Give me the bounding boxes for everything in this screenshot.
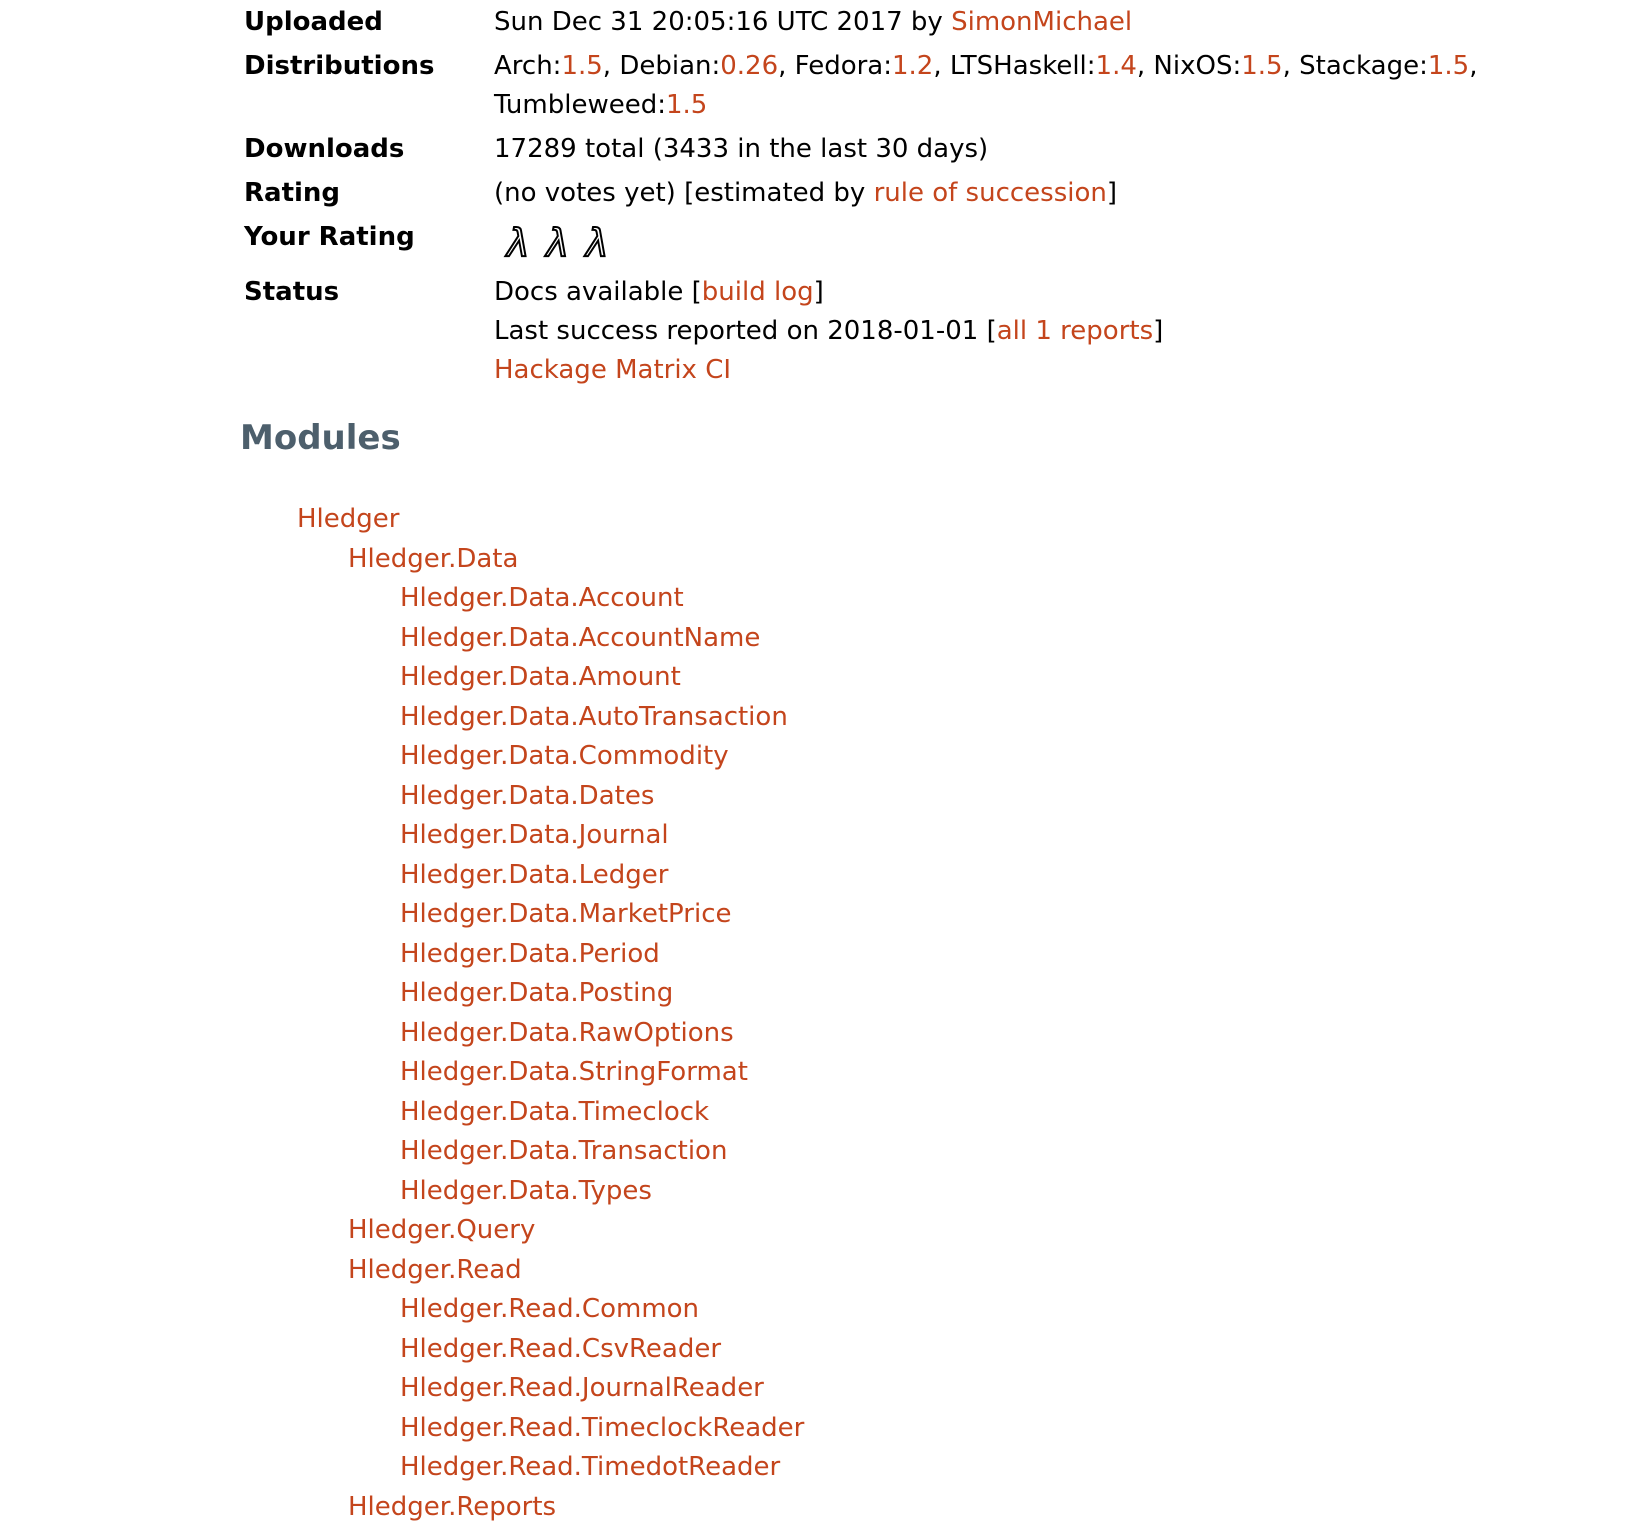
module-list-item <box>0 1014 1639 1054</box>
property-label-status: Status <box>244 273 494 312</box>
text-segment: ] <box>1107 178 1117 208</box>
text-segment: , <box>1469 51 1477 81</box>
text-segment: Last success reported on 2018-01-01 [ <box>494 316 997 346</box>
build-log-link[interactable]: build log <box>702 277 814 307</box>
module-list-item <box>0 619 1639 659</box>
modules-heading: Modules <box>240 418 1639 458</box>
property-label-rating: Rating <box>244 174 494 213</box>
value-line <box>494 86 1477 125</box>
text-segment: (no votes yet) [estimated by <box>494 178 874 208</box>
module-list-item <box>0 658 1639 698</box>
property-row-distributions <box>244 47 1639 125</box>
module-link[interactable]: Hledger.Data.MarketPrice <box>400 899 732 929</box>
module-link[interactable]: Hledger.Read.TimeclockReader <box>400 1413 804 1443</box>
rule-of-succession-link[interactable]: rule of succession <box>874 178 1107 208</box>
module-link[interactable]: Hledger.Data.Posting <box>400 978 673 1008</box>
module-list-item <box>0 1093 1639 1133</box>
value-line <box>494 351 1163 390</box>
property-value-your-rating <box>494 218 609 268</box>
module-link[interactable]: Hledger.Read.CsvReader <box>400 1334 721 1364</box>
property-value-status <box>494 273 1163 390</box>
property-value-rating <box>494 174 1117 213</box>
property-row-downloads <box>244 130 1639 169</box>
rating-lambda-icon[interactable]: λ <box>547 224 570 262</box>
text-segment: , Debian: <box>603 51 720 81</box>
module-link[interactable]: Hledger.Reports <box>348 1492 556 1522</box>
text-segment: Tumbleweed: <box>494 90 666 120</box>
module-list-item <box>0 737 1639 777</box>
module-link[interactable]: Hledger.Data <box>348 544 518 574</box>
distribution-stackage-version-link[interactable]: 1.5 <box>1428 51 1469 81</box>
distribution-debian-version-link[interactable]: 0.26 <box>720 51 778 81</box>
module-link[interactable]: Hledger.Read.TimedotReader <box>400 1452 780 1482</box>
distribution-fedora-version-link[interactable]: 1.2 <box>892 51 933 81</box>
property-value-distributions <box>494 47 1477 125</box>
property-value-downloads <box>494 130 988 169</box>
text-segment: 17289 total (3433 in the last 30 days) <box>494 134 988 164</box>
distribution-nixos-version-link[interactable]: 1.5 <box>1241 51 1282 81</box>
text-segment: , LTSHaskell: <box>933 51 1095 81</box>
text-segment: , Fedora: <box>778 51 892 81</box>
value-line <box>494 130 988 169</box>
module-list-item <box>0 1132 1639 1172</box>
module-link[interactable]: Hledger.Data.RawOptions <box>400 1018 734 1048</box>
hackage-matrix-ci-link[interactable]: Hackage Matrix CI <box>494 355 731 385</box>
module-link[interactable]: Hledger.Data.Transaction <box>400 1136 727 1166</box>
module-list-item <box>0 816 1639 856</box>
module-list-item <box>0 777 1639 817</box>
module-link[interactable]: Hledger.Data.Period <box>400 939 660 969</box>
package-properties <box>0 0 1639 390</box>
property-row-status <box>244 273 1639 390</box>
uploader-link[interactable]: SimonMichael <box>951 7 1132 37</box>
module-list <box>0 500 1639 1527</box>
property-row-rating <box>244 174 1639 213</box>
module-list-item <box>0 974 1639 1014</box>
module-list-item <box>0 856 1639 896</box>
value-line <box>494 312 1163 351</box>
value-line <box>494 3 1132 42</box>
module-list-item <box>0 1330 1639 1370</box>
module-list-item <box>0 500 1639 540</box>
distribution-arch-version-link[interactable]: 1.5 <box>561 51 602 81</box>
module-link[interactable]: Hledger.Data.Timeclock <box>400 1097 709 1127</box>
module-link[interactable]: Hledger.Data.AutoTransaction <box>400 702 788 732</box>
module-link[interactable]: Hledger.Data.Ledger <box>400 860 668 890</box>
distribution-tumbleweed-version-link[interactable]: 1.5 <box>666 90 707 120</box>
module-list-item <box>0 579 1639 619</box>
text-segment: , NixOS: <box>1137 51 1241 81</box>
property-label-your-rating: Your Rating <box>244 218 494 257</box>
property-row-uploaded <box>244 3 1639 42</box>
text-segment: Arch: <box>494 51 561 81</box>
module-link[interactable]: Hledger.Data.StringFormat <box>400 1057 748 1087</box>
module-link[interactable]: Hledger.Read.Common <box>400 1294 699 1324</box>
module-list-item <box>0 698 1639 738</box>
value-line <box>494 47 1477 86</box>
value-line <box>494 273 1163 312</box>
module-link[interactable]: Hledger.Data.Account <box>400 583 684 613</box>
rating-widget <box>494 218 609 268</box>
module-list-item <box>0 1211 1639 1251</box>
module-link[interactable]: Hledger.Data.Types <box>400 1176 652 1206</box>
module-link[interactable]: Hledger.Data.Dates <box>400 781 654 811</box>
module-list-item <box>0 540 1639 580</box>
text-segment: ] <box>1153 316 1163 346</box>
property-row-your-rating <box>244 218 1639 268</box>
property-label-downloads: Downloads <box>244 130 494 169</box>
module-list-item <box>0 1488 1639 1527</box>
module-list-item <box>0 1448 1639 1488</box>
module-list-item <box>0 895 1639 935</box>
module-list-item <box>0 1369 1639 1409</box>
text-segment: ] <box>814 277 824 307</box>
module-link[interactable]: Hledger <box>297 504 399 534</box>
module-link[interactable]: Hledger.Query <box>348 1215 535 1245</box>
value-line <box>494 174 1117 213</box>
text-segment: Docs available [ <box>494 277 702 307</box>
module-list-item <box>0 1172 1639 1212</box>
module-link[interactable]: Hledger.Data.Amount <box>400 662 681 692</box>
distribution-ltshaskell-version-link[interactable]: 1.4 <box>1096 51 1137 81</box>
rating-lambda-icon[interactable]: λ <box>586 224 609 262</box>
module-link[interactable]: Hledger.Data.Commodity <box>400 741 729 771</box>
text-segment: , Stackage: <box>1283 51 1428 81</box>
module-list-item <box>0 1290 1639 1330</box>
rating-lambda-icon[interactable]: λ <box>507 224 530 262</box>
module-link[interactable]: Hledger.Data.Journal <box>400 820 669 850</box>
module-list-item <box>0 1409 1639 1449</box>
property-value-uploaded <box>494 3 1132 42</box>
text-segment: Sun Dec 31 20:05:16 UTC 2017 by <box>494 7 951 37</box>
module-list-item <box>0 1251 1639 1291</box>
all-reports-link[interactable]: all 1 reports <box>997 316 1153 346</box>
property-label-uploaded: Uploaded <box>244 3 494 42</box>
module-link[interactable]: Hledger.Data.AccountName <box>400 623 760 653</box>
module-link[interactable]: Hledger.Read.JournalReader <box>400 1373 764 1403</box>
module-list-item <box>0 935 1639 975</box>
property-label-distributions: Distributions <box>244 47 494 86</box>
module-link[interactable]: Hledger.Read <box>348 1255 522 1285</box>
module-list-item <box>0 1053 1639 1093</box>
